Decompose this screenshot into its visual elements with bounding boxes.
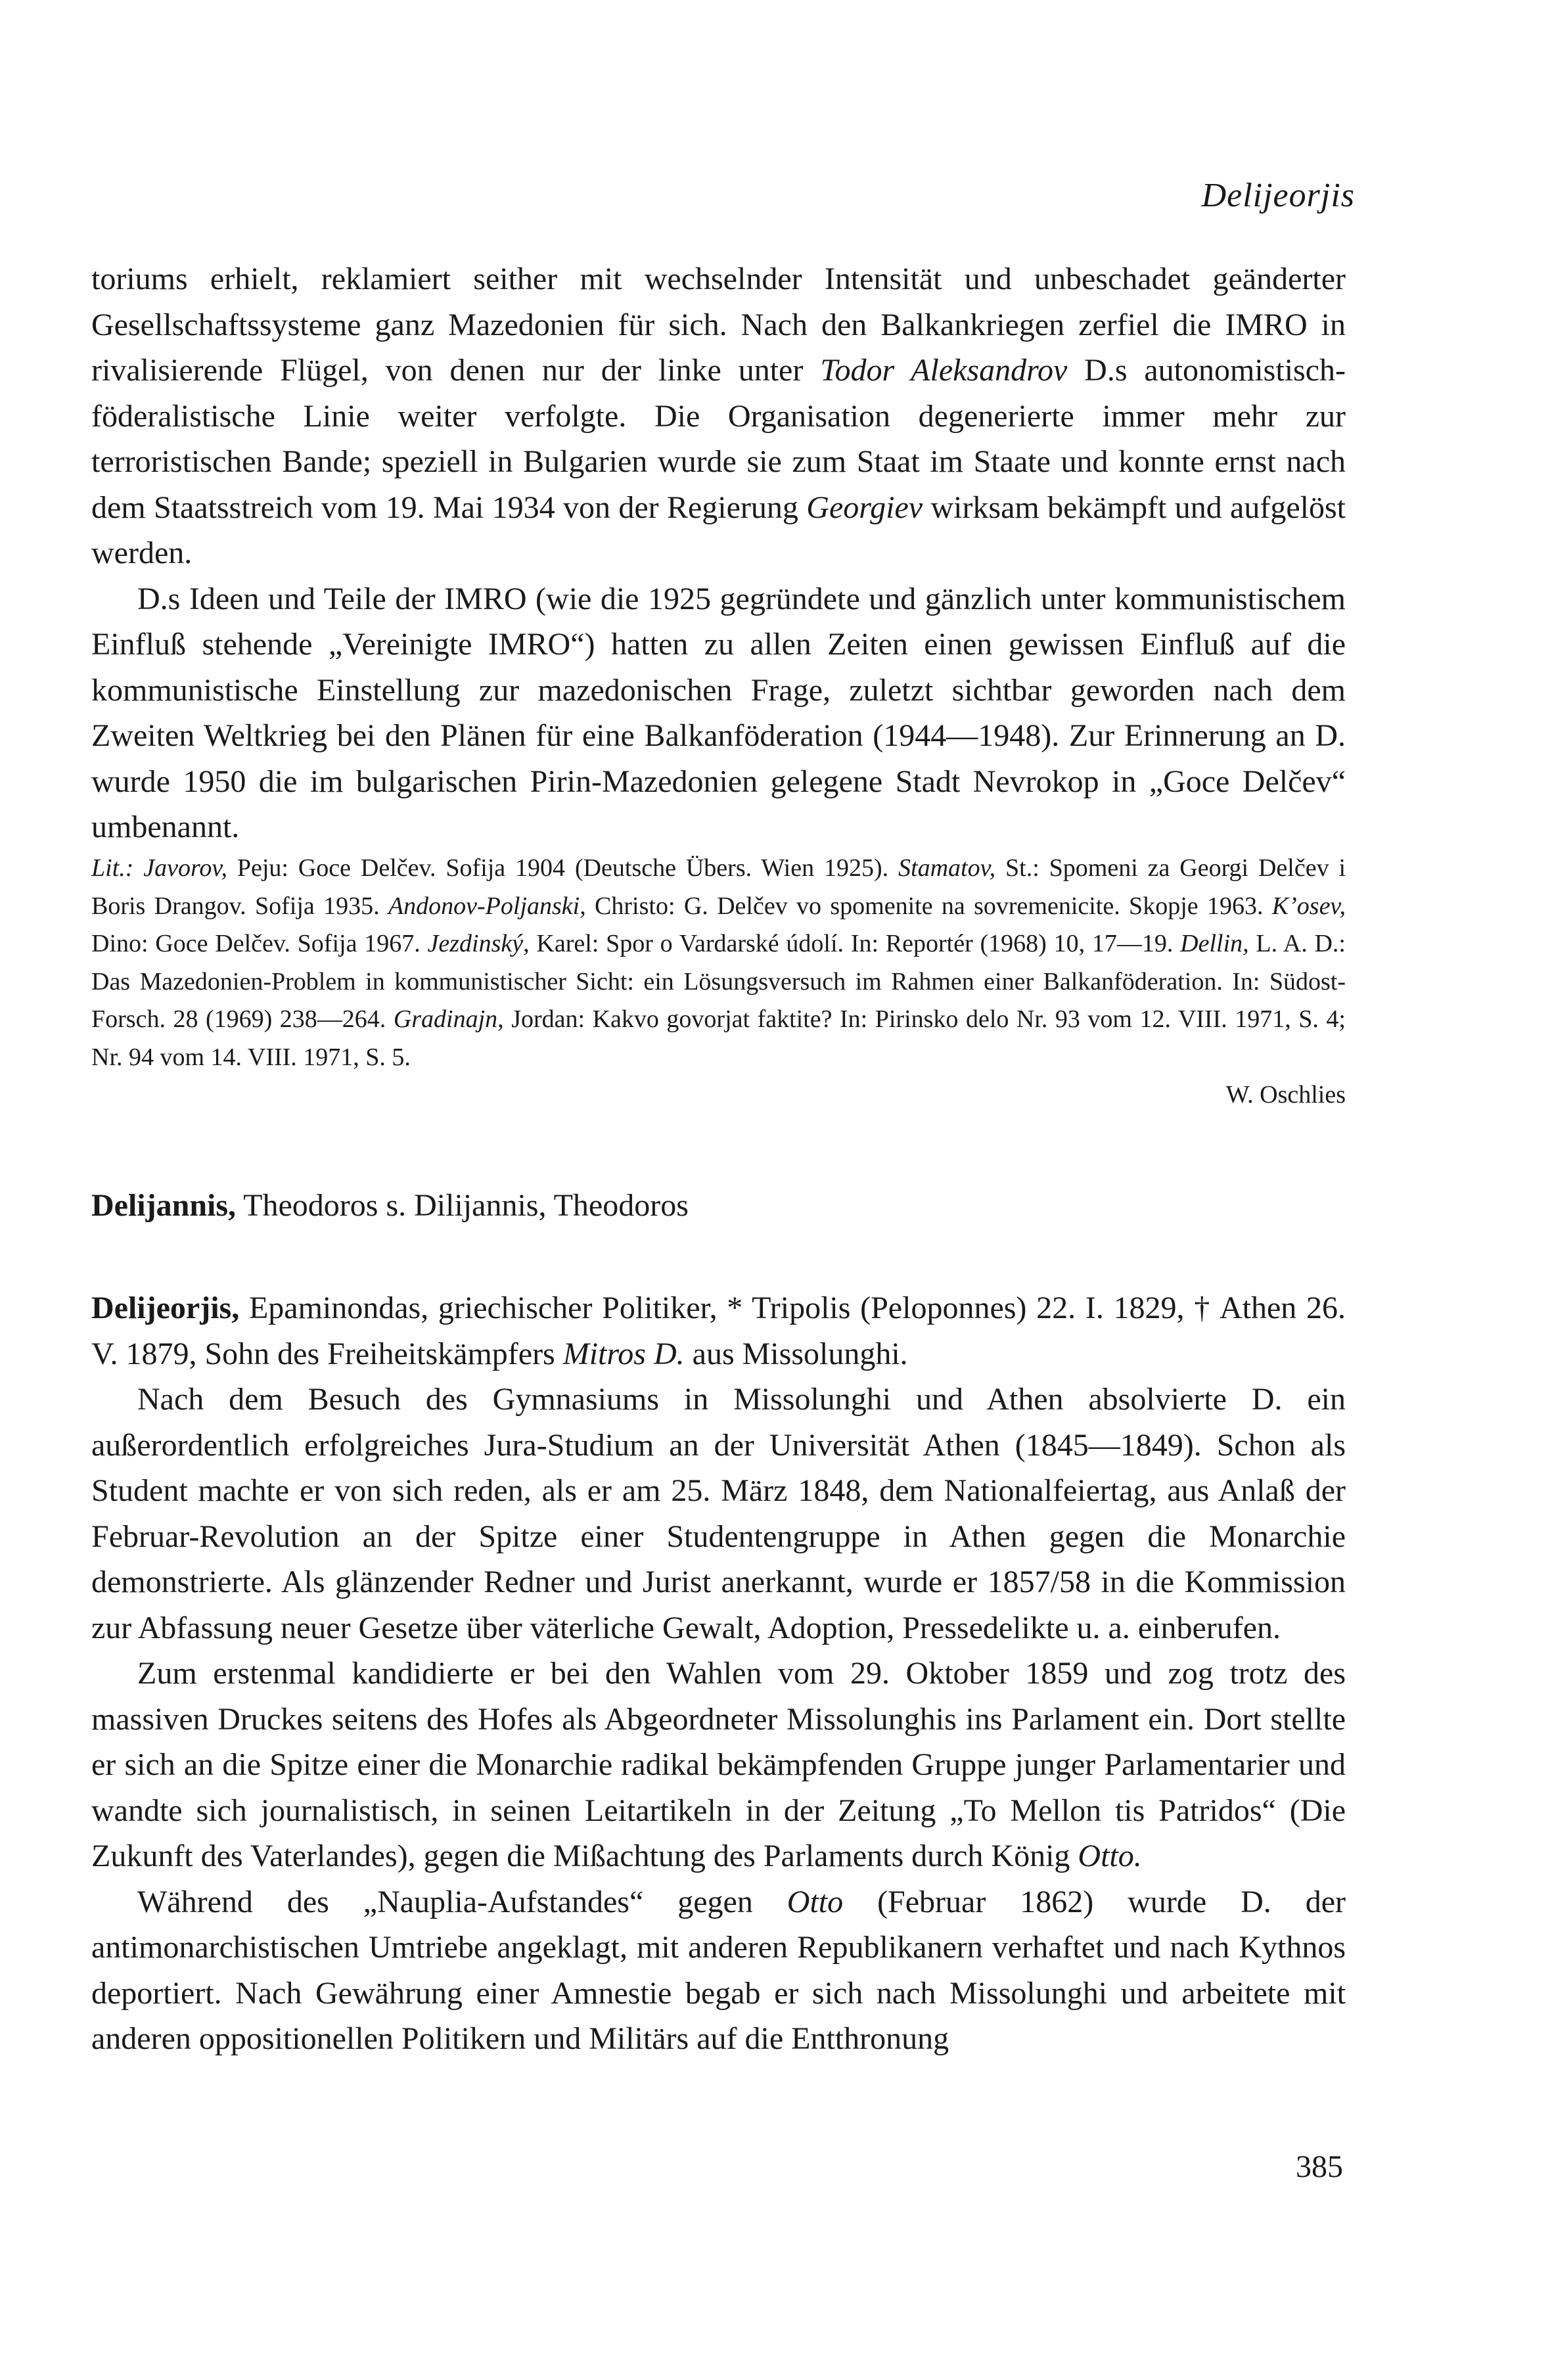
entry-intro: Delijeorjis, Epaminondas, griechischer Politiker, * Tripolis (Peloponnes) 22. I. 1829, † Athen 26. V. 1879, Sohn des Freiheitskämpfers Mitros D. aus Missolunghi.: [91, 1291, 1346, 1371]
page-number: 385: [1296, 2149, 1343, 2184]
paragraph-nauplia: Während des „Nauplia-Aufstandes“ gegen Otto (Februar 1862) wurde D. der antimonarchistischen Umtriebe angeklagt, mit anderen Republikanern verhaftet und nach Kythnos deportiert. Nach Gewährung einer Amnestie begab er sich nach Missolunghi und arbeitete mit anderen oppositionellen Politikern und Militärs auf die Entthronung: [91, 1884, 1346, 2056]
article-continuation: [91, 256, 1346, 850]
literature-references: Lit.: Javorov, Peju: Goce Delčev. Sofija 1904 (Deutsche Übers. Wien 1925). Stamatov, St.: Spomeni za Georgi Delčev i Boris Drangov. Sofija 1935. Andonov-Poljanski, Christo: G. Delčev vo spomenite na sovremenicite. Skopje 1963. K’osev, Dino: Goce Delčev. Sofija 1967. Jezdinský, Karel: Spor o Vardarské údolí. In: Reportér (1968) 10, 17—19. Dellin, L. A. D.: Das Mazedonien-Problem in kommunistischer Sicht: ein Lösungsversuch im Rahmen einer Balkanföderation. In: Südost-Forsch. 28 (1969) 238—264. Gradinajn, Jordan: Kakvo govorjat faktite? In: Pirinsko delo Nr. 93 vom 12. VIII. 1971, S. 4; Nr. 94 vom 14. VIII. 1971, S. 5.: [91, 854, 1346, 1071]
person-name: Otto.: [1078, 1839, 1142, 1873]
person-name: Otto: [787, 1884, 844, 1919]
cross-reference-entry: Delijannis, Theodoros s. Dilijannis, Theodoros: [91, 1188, 689, 1223]
person-name: Todor Aleksandrov: [820, 353, 1068, 388]
lemma: Delijannis,: [91, 1188, 237, 1223]
person-name: Mitros D.: [562, 1336, 685, 1371]
running-head: Delijeorjis: [1201, 177, 1355, 214]
lemma: Delijeorjis,: [91, 1291, 240, 1325]
literature-list: [91, 850, 1346, 1114]
paragraph-parliament: Zum erstenmal kandidierte er bei den Wahlen vom 29. Oktober 1859 und zog trotz des massiven Druckes seitens des Hofes als Abgeordneter Missolunghis ins Parlament ein. Dort stellte er sich an die Spitze einer die Monarchie radikal bekämpfenden Gruppe junger Parlamentarier und wandte sich journalistisch, in seinen Leitartikeln in der Zeitung „To Mellon tis Patridos“ (Die Zukunft des Vaterlandes), gegen die Mißachtung des Parlaments durch König Otto.: [91, 1656, 1346, 1873]
article-author: W. Oschlies: [1225, 1081, 1346, 1109]
paragraph-influence: D.s Ideen und Teile der IMRO (wie die 1925 gegründete und gänzlich unter kommunistischem Einfluß stehende „Vereinigte IMRO“) hatten zu allen Zeiten einen gewissen Einfluß auf die kommunistische Einstellung zur mazedonischen Frage, zuletzt sichtbar geworden nach dem Zweiten Weltkrieg bei den Plänen für eine Balkanföderation (1944—1948). Zur Erinnerung an D. wurde 1950 die im bulgarischen Pirin-Mazedonien gelegene Stadt Nevrokop in „Goce Delčev“ umbenannt.: [91, 581, 1346, 844]
paragraph-imro-history: toriums erhielt, reklamiert seither mit wechselnder Intensität und unbeschadet geänderter Gesellschaftssysteme ganz Mazedonien für sich. Nach den Balkankriegen zerfiel die IMRO in rivalisierende Flügel, von denen nur der linke unter Todor Aleksandrov D.s autonomistisch-föderalistische Linie weiter verfolgte. Die Organisation degenerierte immer mehr zur terroristischen Bande; speziell in Bulgarien wurde sie zum Staat im Staate und konnte ernst nach dem Staatsstreich vom 19. Mai 1934 von der Regierung Georgiev wirksam bekämpft und aufgelöst werden.: [91, 262, 1346, 570]
paragraph-education: Nach dem Besuch des Gymnasiums in Missolunghi und Athen absolvierte D. ein außerordentlich erfolgreiches Jura-Studium an der Universität Athen (1845—1849). Schon als Student machte er von sich reden, als er am 25. März 1848, dem Nationalfeiertag, aus Anlaß der Februar-Revolution an der Spitze einer Studentengruppe in Athen gegen die Monarchie demonstrierte. Als glänzender Redner und Jurist anerkannt, wurde er 1857/58 in die Kommission zur Abfassung neuer Gesetze über väterliche Gewalt, Adoption, Pressedelikte u. a. einberufen.: [91, 1382, 1346, 1645]
entry-delijeorjis: [91, 1285, 1346, 2062]
person-name: Georgiev: [806, 490, 923, 525]
